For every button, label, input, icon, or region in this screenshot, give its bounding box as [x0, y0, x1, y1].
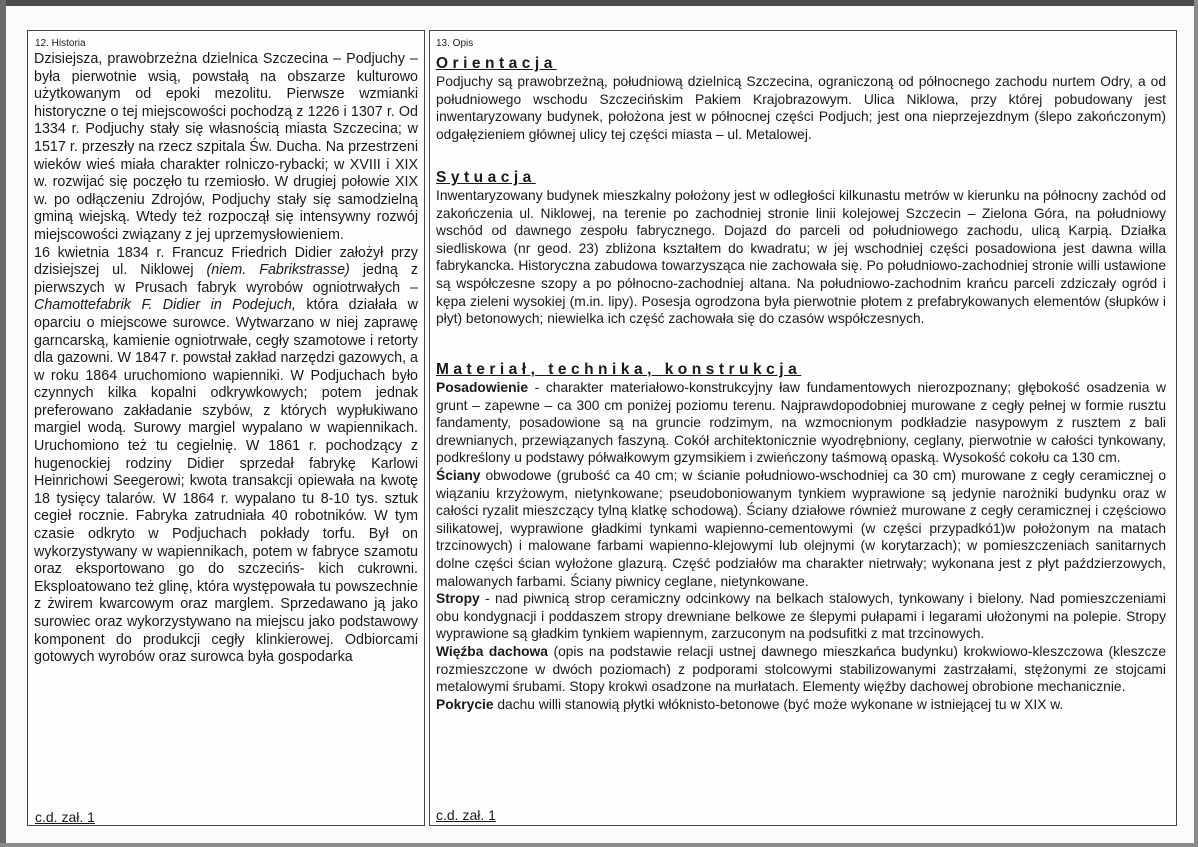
- history-body: [34, 51, 418, 667]
- stropy-text: - nad piwnicą strop ceramiczny odcinkowy na belkach stalowych, tynkowany i bielony. Nad pomieszczeniami obu kondygnacji i poddaszem stropy drewniane belkowe ze ślepymi pułapami i legarami ułożonymi na polepie. Stropy wyprawione są gładkim tynkiem wapiennym, zarzuconym na podsufitki z mat trzcinowych.: [436, 591, 1166, 642]
- history-text: 16 kwietnia 1834 r. Francuz Friedrich Didier założył przy dzisiejszej ul. Niklowej: [34, 244, 418, 279]
- wiezba-paragraph: [436, 643, 1166, 696]
- pokrycie-paragraph: [436, 696, 1166, 714]
- scan-edge-left: [0, 0, 6, 847]
- posadowienie-paragraph: [436, 379, 1166, 467]
- scan-edge-top: [0, 0, 1198, 6]
- material-heading: Materiał, technika, konstrukcja: [436, 361, 802, 378]
- posadowienie-text: - charakter materiałowo-konstrukcyjny ław fundamentowych nierozpoznany; głębokość osadzenia w grunt – zapewne – ca 300 cm poniżej poziomu terenu. Najprawdopodobniej murowane z cegły pełnej w formie rusztu fandamenty, posadowione są na gruncie rodzimym, na wzmocnionym podkładzie nasypowym z rusztem z bali drewnianych, przewiązanych faszyną. Cokół architektonicznie wyodrębniony, ceglany, pierwotnie w całości tynkowany, podkreślony u podstawy półwałkowym gzymsikiem i zwieńczony taśmową opaską. Wysokość cokołu ca 130 cm.: [436, 380, 1166, 466]
- history-text: jedną z pierwszych w Prusach fabryk wyrobów ogniotrwałych –: [34, 262, 418, 296]
- sytuacja-section: [436, 169, 1166, 328]
- history-italic-factory-name: Chamottefabrik F. Didier in Podejuch,: [34, 297, 296, 314]
- sciany-label: Ściany: [436, 467, 481, 483]
- history-text: która działała w oparciu o miejscowe surowce. Wytwarzano w niej zaprawę garncarską, kamienie ogniotrwałe, cegły szamotowe i retorty dla gazowni. W 1847 r. powstał zakład narzędzi gazowych, a w roku 1864 uruchomiono wapienniki. W Podjuchach było czynnych kilka kopalni odkrywkowych; potem jednak preferowano zakładanie szybów, z których wypłukiwano margiel wodą. Surowy margiel wypalano w wapiennikach. Uruchomiono też tu cegielnię. W 1861 r. pochodzący z hugenockiej rodziny Didier sprzedał fabrykę Karlowi Heinrichowi Seegerowi; kwota transakcji opiewała na kwotę 18 tysięcy talarów. W 1864 r. wypalano tu 8-10 tys. sztuk cegieł rocznie. Fabryka zatrudniała 40 robotników. W tym czasie odkryto w Podjuchach pokłady torfu. Był on wykorzystywany w wapiennikach, potem w fabryce szamotu oraz eksportowano go do szczecińs- kich cukrowni. Eksploatowano też glinę, która występowała tu powszechnie z żwirem kwarcowym oraz marglem. Sprzedawano ją jako surowiec oraz wykorzystywano na miejscu jako podstawowy komponent do produkcji cegły klinkierowej. Odbiorcami gotowych wyrobów oraz surowca była gospodarka: [34, 297, 418, 666]
- scan-edge-right: [1194, 0, 1198, 847]
- wiezba-label: Więźba dachowa: [436, 643, 548, 659]
- stropy-paragraph: [436, 590, 1166, 643]
- posadowienie-label: Posadowienie: [436, 380, 529, 395]
- pokrycie-label: Pokrycie: [436, 696, 494, 712]
- sciany-paragraph: [436, 467, 1166, 590]
- section-label-history: 12. Historia: [35, 38, 86, 49]
- continued-note: c.d. zał. 1: [436, 807, 496, 823]
- history-panel: [27, 30, 425, 826]
- material-section: [436, 361, 1166, 713]
- description-panel: [429, 30, 1177, 826]
- stropy-label: Stropy: [436, 591, 480, 607]
- history-paragraph-1: Dzisiejsza, prawobrzeżna dzielnica Szczecina – Podjuchy – była pierwotnie wsią, powstałą na obszarze kulturowo użytkowanym od epoki mezolitu. Pierwsze wzmianki historyczne o tej miejscowości pochodzą z 1226 i 1307 r. Od 1334 r. Podjuchy stały się własnością miasta Szczecina; w 1517 r. przeszły na rzecz szpitala Św. Ducha. Na przestrzeni wieków wieś miała charakter rolniczo-rybacki; w XVIII i XIX w. rozwijać się poczęło tu rzemiosło. W drugiej połowie XIX w. po odłączeniu Zdrojów, Podjuchy stały się samodzielną gminą wiejską. Wtedy też rozpoczął się intensywny rozwój miejscowości związany z jej uprzemysłowieniem.: [34, 51, 418, 243]
- pokrycie-text: dachu willi stanowią płytki włóknisto-betonowe (być może wykonane w istniejącej tu w XIX w.: [493, 696, 1064, 712]
- wiezba-text: (opis na podstawie relacji ustnej dawnego mieszkańca budynku) krokwiowo-kleszczowa (kleszcze rozmieszczone w dwóch poziomach) z podporami stolcowymi stabilizowanymi zastrzałami, stężonymi ze stojcami metalowymi śrubami. Stopy krokwi osadzone na murłatach. Elementy więźby dachowej obrobione mechanicznie.: [436, 643, 1167, 695]
- sytuacja-heading: Sytuacja: [436, 169, 536, 186]
- section-label-description: 13. Opis: [436, 38, 474, 49]
- sytuacja-text: Inwentaryzowany budynek mieszkalny położony jest w odległości kilkunastu metrów w kierunku na północny zachód od zakończenia ul. Niklowej, na terenie po zachodniej stronie linii kolejowej Szczecin – Zielona Góra, na południowy wschód od dawnego zespołu fabrycznego. Dojazd do parceli od południowego zachodu, ulicą Karpią. Działka siedliskowa (nr geod. 23) zbliżona kształtem do kwadratu; w jej wschodniej części posadowiona jest dawna willa fabrykancka. Historyczna zabudowa towarzysząca nie zachowała się. Po południowo-zachodniej stronie willi ustawione są współczesne szopy a po północno-zachodniej altana. Na południowo-zachodnim krańcu parceli zdziczały ogród i kępa zieleni wysokiej (m.in. lipy). Posesja ogrodzona była pierwotnie płotem z prefabrykowanych elementów (słupków i płyt) betonowych; niewielka ich część zachowała się do czasów współczesnych.: [436, 188, 1166, 327]
- orientacja-heading: Orientacja: [436, 55, 557, 72]
- continued-note: c.d. zał. 1: [35, 809, 95, 825]
- scan-edge-bottom: [0, 843, 1198, 847]
- history-paragraph-2: [34, 245, 418, 667]
- orientacja-text: Podjuchy są prawobrzeżną, południową dzielnicą Szczecina, ograniczoną od północnego zachodu nurtem Odry, a od południowego wschodu Szczecińskim Pakiem Krajobrazowym. Ulica Niklowa, przy której pobudowany jest inwentaryzowany budynek, położona jest w północnej części Podjuch; jest ona nieprzejezdnym (ślepo zakończonym) odgałęzieniem głównej ulicy tej części miasta – ul. Metalowej.: [436, 74, 1166, 142]
- sciany-text: obwodowe (grubość ca 40 cm; w ścianie południowo-wschodniej ca 30 cm) murowane z cegły ceramicznej o wiązaniu krzyżowym, nietynkowane; pseudoboniowanym tynkiem wyprawione są jedynie narożniki budynku oraz w całości ryzalit mieszczący tylną klatkę schodową). Ściany działowe również murowane z cegły ceramicznej i częściowo silikatowej, wyprawione gładkimi tynkami wapienno-cementowymi (w części przypadkó1)w położonym na matach trzcinowych) i malowane farbami wapienno-klejowymi lub olejnymi (w korytarzach); w pomieszczeniach sanitarnych dolne części ścian wyłożone glazurą. Część podziałów ma charakter nietrwały; wykonana jest z płyt paździerzowych, malowanych farbami. Ściany piwnicy ceglane, nietynkowane.: [436, 467, 1166, 589]
- history-italic-note: (niem. Fabrikstrasse): [206, 262, 350, 279]
- orientacja-section: [436, 55, 1166, 143]
